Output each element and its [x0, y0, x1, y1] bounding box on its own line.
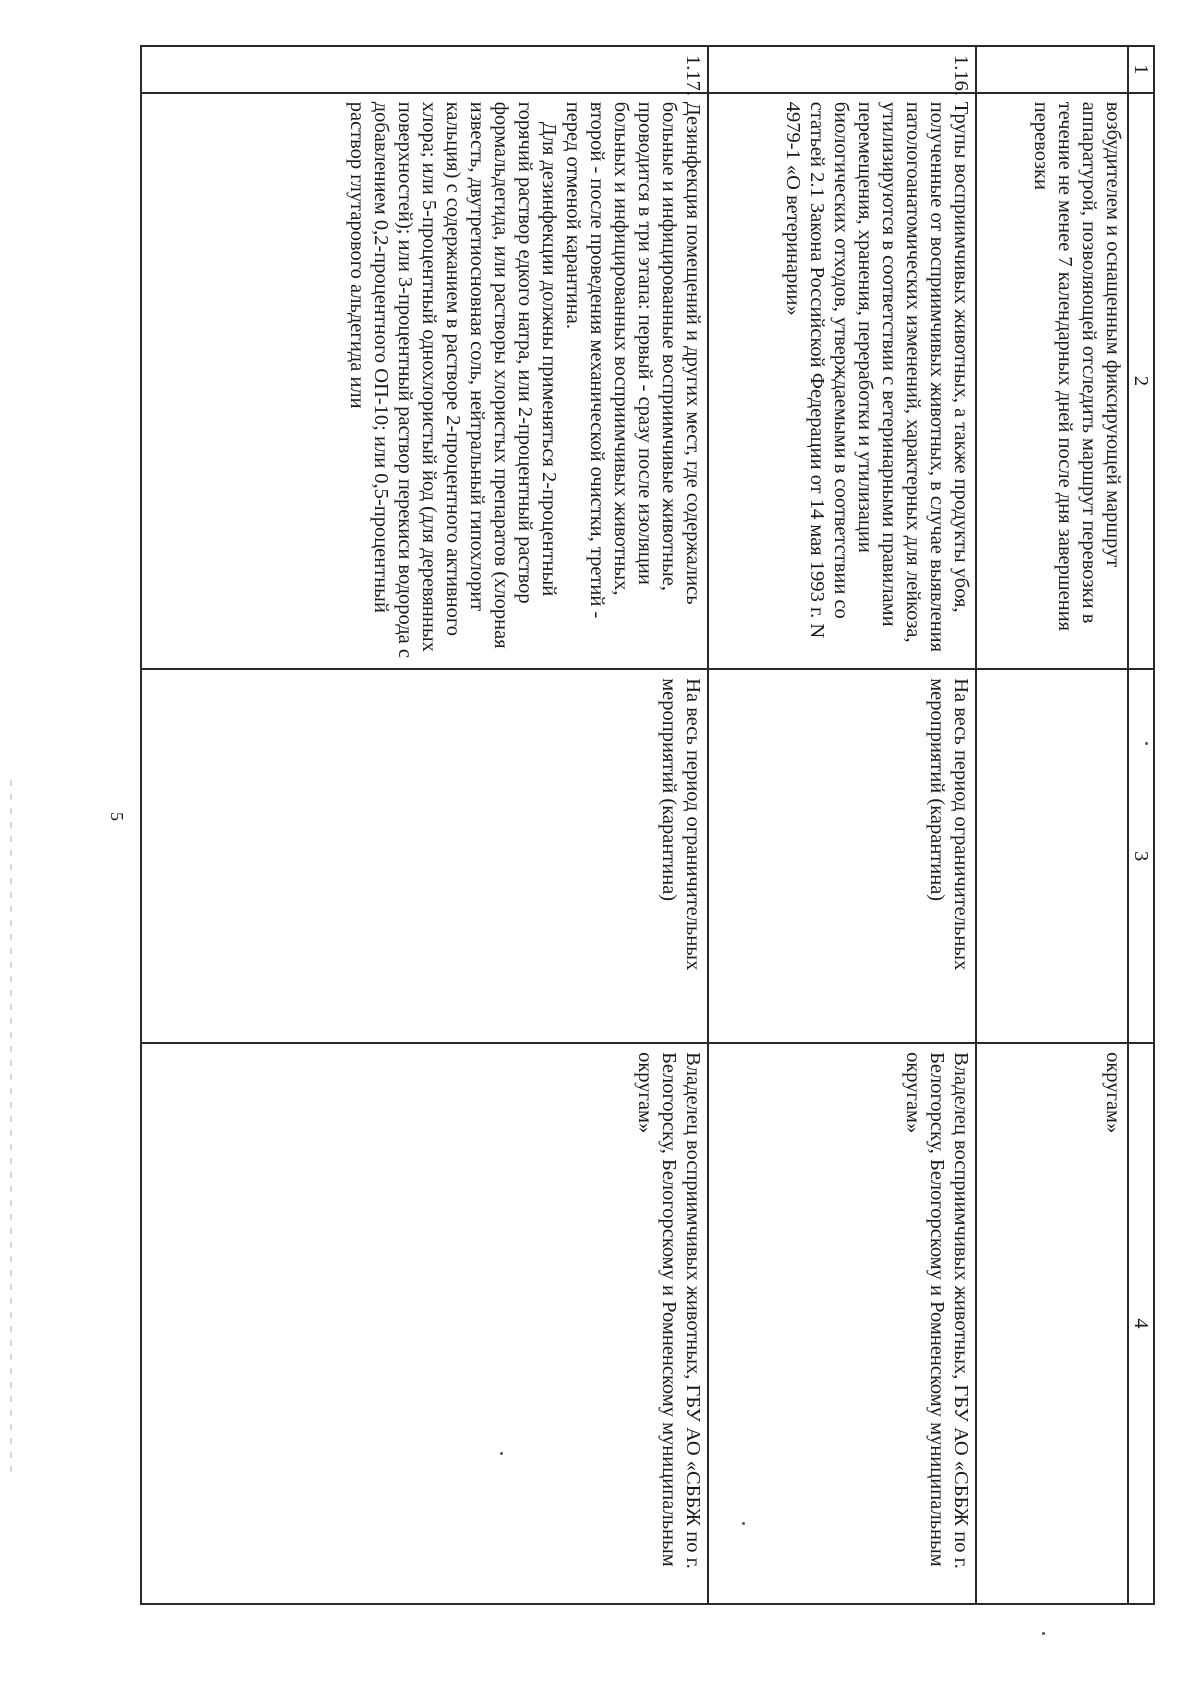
measure-paragraph: Для дезинфекции должны применяться 2-процентный горячий раствор едкого натра, или 2-процентный раствор формальдегида, или растворы хлористых препаратов (хлорная известь, двутретиосновная соль, нейтральный гипохлорит кальция) с содержанием в растворе 2-процентного активного хлора; или 5-процентный однохлористый йод (для деревянных поверхностей); или 3-процентный раствор перекиси водорода с добавлением 0,2-процентного ОП-10; или 0,5-процентный раствор глутарового альдегида или	[346, 101, 560, 658]
header-cell-1: 1	[1128, 46, 1154, 93]
scan-speck	[742, 1522, 745, 1525]
responsible-text: Владелец восприимчивых животных, ГБУ АО «СББЖ по г. Белогорску, Белогорскому и Ромненскому муниципальным округам»	[141, 1043, 708, 1604]
responsible-text: округам»	[976, 1043, 1128, 1604]
responsible-text: Владелец восприимчивых животных, ГБУ АО «СББЖ по г. Белогорску, Белогорскому и Ромненскому муниципальным округам»	[708, 1043, 976, 1604]
row-number: 1.17.	[141, 46, 708, 93]
scan-speck	[1042, 1632, 1045, 1635]
scan-speck	[1145, 742, 1148, 745]
measures-table	[140, 45, 1155, 1605]
table-row	[141, 46, 708, 1604]
measure-paragraph: возбудителем и оснащенным фиксирующей маршрут аппаратурой, позволяющей отследить маршрут перевозки в течение не менее 7 календарных дней после дня завершения перевозки	[1030, 101, 1124, 632]
period-text: На весь период ограничительных мероприятий (карантина)	[141, 669, 708, 1043]
period-text: На весь период ограничительных мероприятий (карантина)	[708, 669, 976, 1043]
scan-speck	[500, 1452, 503, 1455]
rotated-page	[107, 45, 1155, 1605]
row-number: 1.16.	[708, 46, 976, 93]
measure-text	[976, 93, 1128, 669]
table-header-row	[1128, 46, 1154, 1604]
header-cell-2: 2	[1128, 93, 1154, 669]
period-text	[976, 669, 1128, 1043]
measure-text	[708, 93, 976, 669]
table-row	[708, 46, 976, 1604]
table-row	[976, 46, 1128, 1604]
page-number: 5	[107, 812, 127, 821]
measure-paragraph: Трупы восприимчивых животных, а также продукты убоя, полученные от восприимчивых животных, в случае выявления патологоанатомических изменений, характерных для лейкоза, утилизируются в соответствии с ветеринарными правилами перемещения, хранения, переработки и утилизации биологических отходов, утверждаемыми в соответствии со статьей 2.1 Закона Российской Федерации от 14 мая 1993 г. N 4979-1 «О ветеринарии»	[782, 101, 972, 653]
measure-paragraph: Дезинфекция помещений и других мест, где содержались больные и инфицированные восприимчивые животные, проводится в три этапа: первый - сразу после изоляции больных и инфицированных восприимчивых животных, второй - после проведения механической очистки, третий - перед отменой карантина.	[562, 101, 704, 619]
header-cell-4: 4	[1128, 1043, 1154, 1604]
row-number	[976, 46, 1128, 93]
measure-text	[141, 93, 708, 669]
header-cell-3: 3	[1128, 669, 1154, 1043]
scan-edge-artifact	[10, 780, 12, 1480]
